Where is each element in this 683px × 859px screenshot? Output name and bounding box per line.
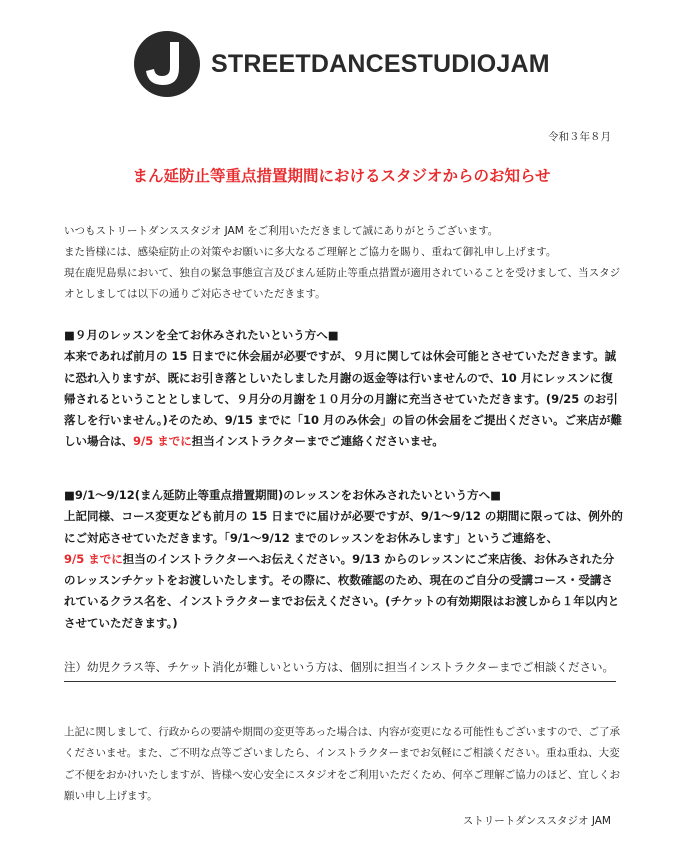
intro-line: いつもストリートダンススタジオ JAM をご利用いただきまして誠にありがとうございます。 [64, 225, 499, 237]
note-infant-class [64, 657, 624, 682]
logo-wordmark: STREETDANCESTUDIOJAM [211, 49, 550, 78]
section-text-part: 本来であれば前月の 15 日までに休会届が必要ですが、９月に関しては休会可能とさせていただきます。誠に恐れ入りますが、既にお引き落としいたしました月謝の返金等は行いませんので、10 月にレッスンに復帰されるということとしまして、９月分の月謝を１０月分の月謝に充当させていただきます。(9/25 のお引落しを行いません。)そのため、9/15 までに「10 月のみ休会」の旨の休会届をご提出ください。ご来店が難しい場合は、 [64, 349, 622, 449]
signature: ストリートダンススタジオ JAM [462, 815, 611, 827]
issue-date: 令和３年８月 [548, 131, 611, 143]
section-heading: ■９月のレッスンを全てお休みされたいという方へ■ [64, 328, 339, 342]
section-september-rest [64, 325, 624, 453]
section-text-part: 上記同様、コース変更なども前月の 15 日までに届けが必要ですが、9/1～9/12 の期間に限っては、例外的にご対応させていただきます。「9/1～9/12 までのレッスンをお休みします」というご連絡を、 [64, 509, 623, 545]
closing-text: 上記に関しまして、行政からの要請や期間の変更等あった場合は、内容が変更になる可能性もございますので、ご了承くださいませ。また、ご不明な点等ございましたら、インストラクターまでお気軽にご相談ください。重ね重ね、大変ご不便をおかけいたしますが、皆様へ安心安全にスタジオをご利用いただくため、何卒ご理解ご協力のほど、宜しくお願い申し上げます。 [64, 726, 621, 803]
section-period-rest [64, 485, 624, 634]
deadline-highlight: 9/5 までに [64, 551, 123, 566]
section-body [64, 346, 624, 452]
intro-line: また皆様には、感染症防止の対策やお願いに多大なるご理解とご協力を賜り、重ねて御礼申し上げます。 [64, 246, 557, 258]
jam-logo-icon [133, 30, 201, 98]
intro-paragraph [64, 221, 624, 305]
section-text [64, 506, 624, 634]
note-text: 注）幼児クラス等、チケット消化が難しいという方は、個別に担当インストラクターまでご相談ください。 [64, 657, 616, 682]
studio-logo [133, 30, 550, 98]
intro-line: 現在鹿児島県において、独自の緊急事態宣言及びまん延防止等重点措置が適用されていることを受けまして、当スタジオとしましては以下の通りご対応させていただきます。 [64, 267, 621, 300]
section-text-part: 担当のインストラクターへお伝えください。9/13 からのレッスンにご来店後、お休みされた分のレッスンチケットをお渡しいたします。その際に、枚数確認のため、現在のご自分の受講コース・受講されているクラス名を、インストラクターまでお伝えください。(チケットの有効期限はお渡しから１年以内とさせていただきます。) [64, 551, 620, 630]
section-heading: ■9/1～9/12(まん延防止等重点措置期間)のレッスンをお休みされたいという方へ■ [64, 488, 502, 502]
deadline-highlight: 9/5 までに [133, 434, 192, 449]
closing-paragraph [64, 722, 624, 808]
section-text [64, 346, 624, 452]
notice-title: まん延防止等重点措置期間におけるスタジオからのお知らせ [132, 167, 551, 185]
section-text-part: 担当インストラクターまでご連絡くださいませ。 [191, 434, 444, 449]
section-body [64, 506, 624, 634]
